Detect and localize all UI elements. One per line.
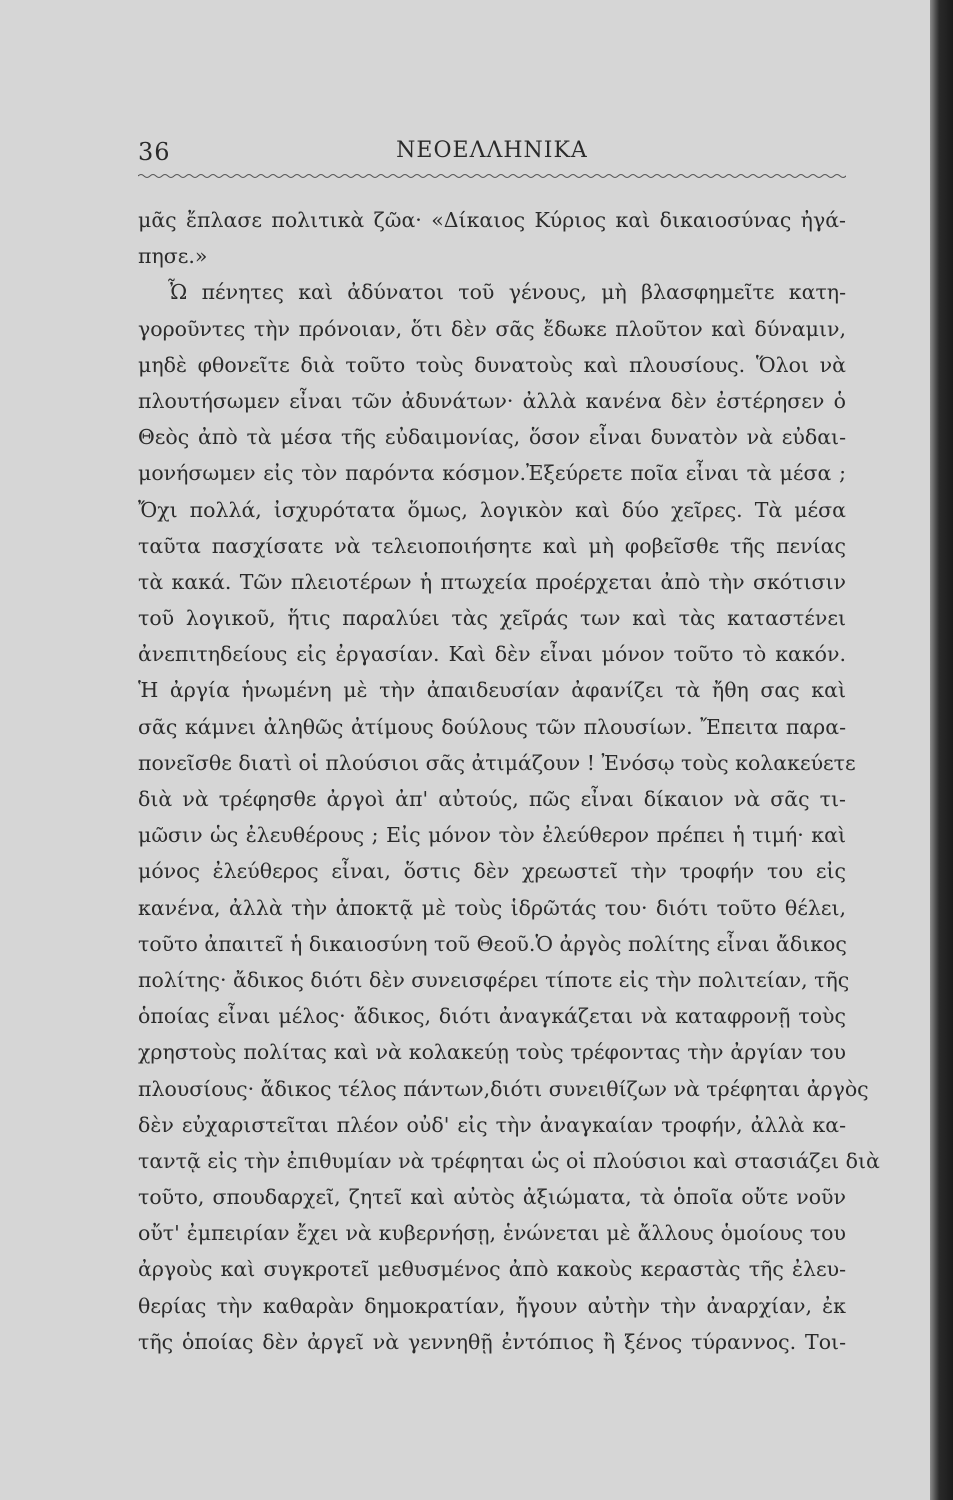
text-line: τοῦτο ἀπαιτεῖ ἡ δικαιοσύνη τοῦ Θεοῦ.Ὁ ἀργὸς πολίτης εἶναι ἄδικος [138,931,847,956]
text-line: πλουσίους· ἄδικος τέλος πάντων,διότι συνειθίζων νὰ τρέφηται ἀργὸς [138,1076,869,1101]
text-line: ἀργοὺς καὶ συγκροτεῖ μεθυσμένος ἀπὸ κακοὺς κεραστὰς τῆς ἐλευ- [138,1257,846,1282]
text-line: σᾶς κάμνει ἀληθῶς ἀτίμους δούλους τῶν πλουσίων. Ἔπειτα παρα- [138,714,846,739]
text-line: γοροῦντες τὴν πρόνοιαν, ὅτι δὲν σᾶς ἔδωκε πλοῦτον καὶ δύναμιν, [138,316,846,341]
text-line: μονήσωμεν εἰς τὸν παρόντα κόσμον.Ἐξεύρετε ποῖα εἶναι τὰ μέσα ; [138,461,846,486]
text-line: μᾶς ἔπλασε πολιτικὰ ζῶα· «Δίκαιος Κύριος καὶ δικαιοσύνας ἠγά- [138,208,846,232]
text-line: μόνος ἐλεύθερος εἶναι, ὅστις δὲν χρεωστεῖ τὴν τροφήν του εἰς [138,859,846,884]
text-line: τοῦτο, σπουδαρχεῖ, ζητεῖ καὶ αὐτὸς ἀξιώματα, τὰ ὁποῖα οὔτε νοῦν [138,1185,846,1210]
text-line: πησε.» [138,244,208,269]
body-text [138,202,880,1360]
text-line: μῶσιν ὡς ἐλευθέρους ; Εἰς μόνον τὸν ἐλεύθερον πρέπει ἡ τιμή· καὶ [138,823,846,848]
text-line: ὁποίας εἶναι μέλος· ἄδικος, διότι ἀναγκάζεται νὰ καταφρονῇ τοὺς [138,1004,846,1029]
text-line: τὰ κακά. Τῶν πλειοτέρων ἡ πτωχεία προέρχεται ἀπὸ τὴν σκότισιν [138,569,846,594]
text-line: πλουτήσωμεν εἶναι τῶν ἀδυνάτων· ἀλλὰ κανένα δὲν ἐστέρησεν ὁ [138,388,846,413]
text-line: διὰ νὰ τρέφησθε ἀργοὶ ἀπ' αὐτούς, πῶς εἶναι δίκαιον νὰ σᾶς τι- [138,787,846,811]
page-number: 36 [138,138,171,166]
text-line: ἀνεπιτηδείους εἰς ἐργασίαν. Καὶ δὲν εἶναι μόνον τοῦτο τὸ κακόν. [138,642,846,667]
text-line: Ἡ ἀργία ἡνωμένη μὲ τὴν ἀπαιδευσίαν ἀφανίζει τὰ ἤθη σας καὶ [138,678,846,703]
running-title: ΝΕΟΕΛΛΗΝΙΚΑ [396,138,588,163]
text-line: πονεῖσθε διατὶ οἱ πλούσιοι σᾶς ἀτιμάζουν ! Ἐνόσῳ τοὺς κολακεύετε [138,750,856,775]
text-line: Ὄχι πολλά, ἰσχυρότατα ὅμως, λογικὸν καὶ δύο χεῖρες. Τὰ μέσα [138,497,846,522]
text-line: πολίτης· ἄδικος διότι δὲν συνεισφέρει τίποτε εἰς τὴν πολιτείαν, τῆς [138,967,850,992]
text-line: χρηστοὺς πολίτας καὶ νὰ κολακεύῃ τοὺς τρέφοντας τὴν ἀργίαν του [138,1040,846,1065]
text-line: τῆς ὁποίας δὲν ἀργεῖ νὰ γεννηθῇ ἐντόπιος ἢ ξένος τύραννος. Τοι- [138,1329,846,1354]
text-line: τοῦ λογικοῦ, ἥτις παραλύει τὰς χεῖράς των καὶ τὰς καταστένει [138,606,846,631]
text-line: ταντᾷ εἰς τὴν ἐπιθυμίαν νὰ τρέφηται ὡς οἱ πλούσιοι καὶ στασιάζει διὰ [138,1148,880,1173]
text-line: Ὦ πένητες καὶ ἀδύνατοι τοῦ γένους, μὴ βλασφημεῖτε κατη- [168,280,846,305]
text-line: κανένα, ἀλλὰ τὴν ἀποκτᾷ μὲ τοὺς ἱδρῶτάς του· διότι τοῦτο θέλει, [138,895,846,920]
text-line: ταῦτα πασχίσατε νὰ τελειοποιήσητε καὶ μὴ φοβεῖσθε τῆς πενίας [138,533,846,558]
text-line: Θεὸς ἀπὸ τὰ μέσα τῆς εὐδαιμονίας, ὅσον εἶναι δυνατὸν νὰ εὐδαι- [138,425,846,450]
text-line: μηδὲ φθονεῖτε διὰ τοῦτο τοὺς δυνατοὺς καὶ πλουσίους. Ὅλοι νὰ [138,352,846,377]
text-line: θερίας τὴν καθαρὰν δημοκρατίαν, ἤγουν αὐτὴν τὴν ἀναρχίαν, ἐκ [138,1293,846,1318]
page-header [138,138,846,172]
text-line: οὔτ' ἐμπειρίαν ἔχει νὰ κυβερνήσῃ, ἑνώνεται μὲ ἄλλους ὁμοίους του [138,1221,846,1246]
wavy-header-rule [138,172,846,180]
book-spine-edge [930,0,953,1500]
text-line: δὲν εὐχαριστεῖται πλέον οὐδ' εἰς τὴν ἀναγκαίαν τροφήν, ἀλλὰ κα- [138,1112,846,1137]
